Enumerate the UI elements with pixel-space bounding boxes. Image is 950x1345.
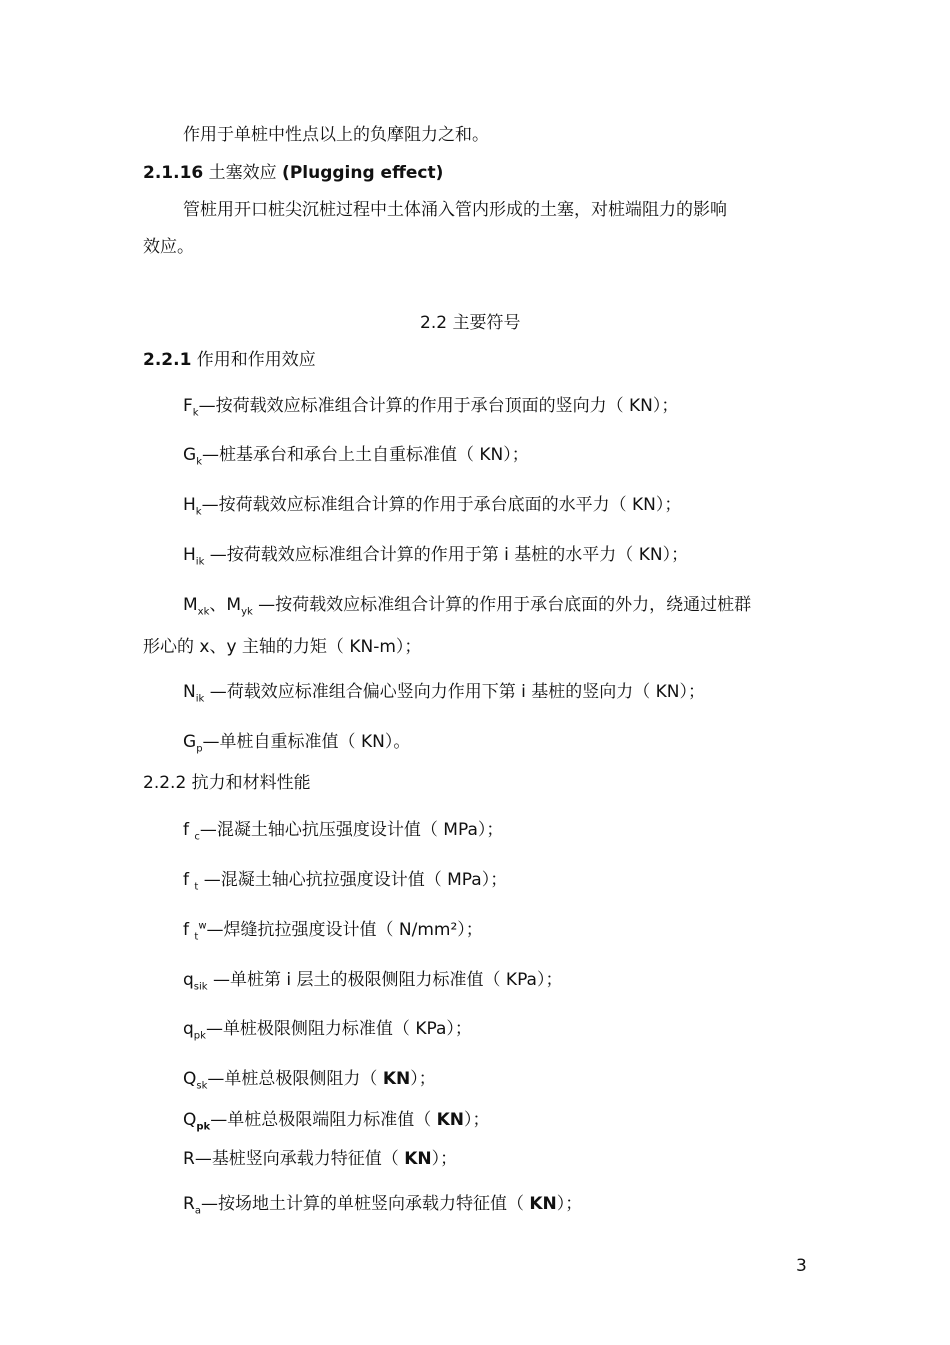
symbol-definition: —荷载效应标准组合偏心竖向力作用下第 i 基桩的竖向力（ KN）； bbox=[204, 682, 705, 702]
symbol: f bbox=[183, 870, 195, 890]
symbol-line bbox=[183, 595, 752, 618]
symbol-line bbox=[183, 820, 504, 843]
clause-heading-222 bbox=[143, 775, 311, 792]
page-number: 3 bbox=[796, 1256, 807, 1276]
unit: KN bbox=[404, 1149, 432, 1169]
symbol: q bbox=[183, 1019, 194, 1039]
symbol-subscript: sk bbox=[196, 1080, 208, 1092]
symbol: H bbox=[183, 495, 196, 515]
symbol: G bbox=[183, 445, 197, 465]
punctuation: ）； bbox=[410, 1069, 436, 1089]
clause-number: 2.1.16 bbox=[143, 163, 204, 183]
clause-number: 2.2.1 bbox=[143, 350, 192, 370]
punctuation: ）； bbox=[464, 1110, 490, 1130]
symbol-subscript: yk bbox=[241, 606, 253, 618]
symbol: f bbox=[183, 920, 195, 940]
symbol-superscript: w bbox=[198, 920, 207, 932]
symbol-line bbox=[183, 970, 563, 993]
symbol-line bbox=[183, 732, 411, 755]
symbol-subscript: a bbox=[194, 1205, 201, 1217]
symbol-definition: —单桩总极限侧阻力（ bbox=[207, 1069, 383, 1089]
clause-title: 作用和作用效应 bbox=[191, 350, 316, 370]
symbol-line bbox=[183, 396, 679, 419]
symbol-line bbox=[183, 1151, 457, 1168]
symbol: H bbox=[183, 545, 196, 565]
clause-english: (Plugging effect) bbox=[282, 163, 444, 183]
symbol-line bbox=[183, 920, 483, 943]
symbol: q bbox=[183, 970, 194, 990]
symbol: Q bbox=[183, 1069, 197, 1089]
symbol-definition: —按荷载效应标准组合计算的作用于承台底面的水平力（ KN）； bbox=[201, 495, 682, 515]
symbol-subscript: pk bbox=[193, 1030, 206, 1042]
clause-term: 土塞效应 bbox=[203, 163, 283, 183]
symbol: F bbox=[183, 396, 193, 416]
symbol-definition: —按场地土计算的单桩竖向承载力特征值（ bbox=[200, 1194, 530, 1214]
text-line: 作用于单桩中性点以上的负摩阻力之和。 bbox=[183, 125, 489, 145]
symbol-definition: —焊缝抗拉强度设计值（ N/mm²）； bbox=[206, 920, 483, 940]
symbol-definition: —按荷载效应标准组合计算的作用于第 i 基桩的水平力（ KN）； bbox=[204, 545, 689, 565]
symbol-line bbox=[183, 1110, 490, 1133]
symbol-definition: —基桩竖向承载力特征值（ bbox=[194, 1149, 405, 1169]
symbol-subscript: p bbox=[196, 743, 203, 755]
symbol: Q bbox=[183, 1110, 197, 1130]
symbol-definition: —按荷载效应标准组合计算的作用于承台顶面的竖向力（ KN）； bbox=[198, 396, 679, 416]
symbol-subscript: k bbox=[195, 506, 202, 518]
text-line: 形心的 x、y 主轴的力矩（ KN-m）； bbox=[143, 637, 422, 657]
symbol-subscript: t bbox=[194, 881, 199, 893]
symbol-definition: —单桩第 i 层土的极限侧阻力标准值（ KPa）； bbox=[207, 970, 563, 990]
punctuation: ）； bbox=[431, 1149, 458, 1169]
text-line: 效应。 bbox=[143, 237, 194, 257]
symbol-subscript: pk bbox=[196, 1121, 211, 1133]
symbol-subscript: ik bbox=[195, 693, 205, 705]
symbol-subscript: xk bbox=[197, 606, 210, 618]
punctuation: ）； bbox=[556, 1194, 583, 1214]
symbol: R bbox=[183, 1149, 195, 1169]
symbol-subscript: c bbox=[194, 831, 200, 843]
symbol-subscript: k bbox=[192, 407, 199, 419]
symbol-definition: —桩基承台和承台上土自重标准值（ KN）； bbox=[201, 445, 529, 465]
symbol-definition: —混凝土轴心抗压强度设计值（ MPa）； bbox=[199, 820, 504, 840]
symbol-definition: —单桩极限侧阻力标准值（ KPa）； bbox=[205, 1019, 472, 1039]
symbol-subscript: t bbox=[194, 931, 199, 943]
symbol-subscript: ik bbox=[195, 556, 205, 568]
clause-number: 2.2.2 bbox=[143, 773, 187, 793]
symbol: 、M bbox=[209, 595, 242, 615]
symbol-line bbox=[183, 445, 529, 468]
symbol-definition: —混凝土轴心抗拉强度设计值（ MPa）； bbox=[198, 870, 508, 890]
symbol-line bbox=[183, 870, 508, 893]
symbol: f bbox=[183, 820, 195, 840]
symbol-subscript: sik bbox=[193, 981, 208, 993]
symbol-line bbox=[183, 545, 689, 568]
symbol: G bbox=[183, 732, 197, 752]
symbol: N bbox=[183, 682, 196, 702]
symbol: M bbox=[183, 595, 198, 615]
symbol-line bbox=[183, 682, 705, 705]
unit: KN bbox=[529, 1194, 557, 1214]
symbol-line bbox=[183, 1194, 583, 1217]
symbol-definition: —按荷载效应标准组合计算的作用于承台底面的外力，绕通过桩群 bbox=[252, 595, 752, 615]
symbol-subscript: k bbox=[196, 456, 202, 468]
symbol-line bbox=[183, 1019, 472, 1042]
clause-heading-221 bbox=[143, 352, 316, 369]
symbol-line bbox=[183, 1069, 436, 1092]
unit: KN bbox=[436, 1110, 465, 1130]
symbol-definition: —单桩总极限端阻力标准值（ bbox=[210, 1110, 437, 1130]
clause-heading-2116 bbox=[143, 165, 443, 182]
symbol-definition: —单桩自重标准值（ KN）。 bbox=[202, 732, 411, 752]
symbol: R bbox=[183, 1194, 195, 1214]
text-line: 管桩用开口桩尖沉桩过程中土体涌入管内形成的土塞，对桩端阻力的影响 bbox=[183, 200, 727, 220]
section-title: 2.2 主要符号 bbox=[420, 313, 521, 333]
clause-title: 抗力和材料性能 bbox=[186, 773, 311, 793]
symbol-line bbox=[183, 495, 682, 518]
unit: KN bbox=[382, 1069, 411, 1089]
